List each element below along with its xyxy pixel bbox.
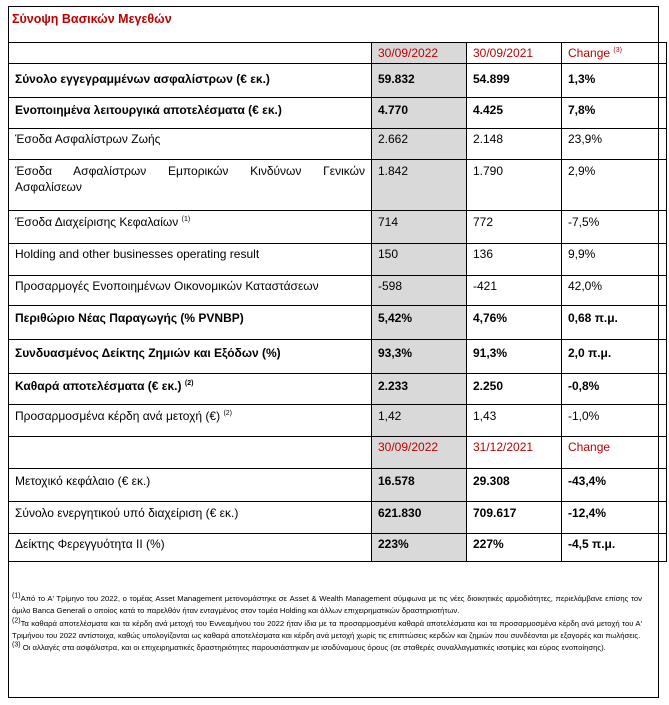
value-prior: 2.250 (467, 374, 562, 405)
header-date-prior: 30/09/2021 (467, 43, 562, 64)
row-label: Σύνολο ενεργητικού υπό διαχείριση (€ εκ.) (9, 502, 372, 534)
table-row (9, 64, 667, 98)
value-change: -7,5% (562, 211, 667, 244)
table-row (9, 98, 667, 129)
table-row (9, 129, 667, 160)
table-row (9, 211, 667, 244)
value-prior: 54.899 (467, 64, 562, 98)
table-row (9, 405, 667, 437)
value-current: 93,3% (372, 340, 467, 374)
header-date-current: 30/09/2022 (372, 437, 467, 469)
value-prior: 2.148 (467, 129, 562, 160)
row-label: Περιθώριο Νέας Παραγωγής (% PVNBP) (9, 306, 372, 340)
value-prior: 91,3% (467, 340, 562, 374)
value-current: 621.830 (372, 502, 467, 534)
row-label: Ενοποιημένα λειτουργικά αποτελέσματα (€ εκ.) (9, 98, 372, 129)
value-current: 150 (372, 244, 467, 276)
value-change: 2,9% (562, 160, 667, 211)
value-current: 223% (372, 534, 467, 562)
table-row (9, 340, 667, 374)
value-current: 2.233 (372, 374, 467, 405)
table-row (9, 469, 667, 502)
value-prior: 4,76% (467, 306, 562, 340)
header-change: Change $^{(3)}$ (562, 43, 667, 64)
value-current: 16.578 (372, 469, 467, 502)
table-row (9, 502, 667, 534)
value-current: 714 (372, 211, 467, 244)
row-label: Προσαρμοσμένα κέρδη ανά μετοχή (€) $^{(2)}$ (9, 405, 372, 437)
row-label: Έσοδα Ασφαλίστρων Ζωής (9, 129, 372, 160)
value-current: -598 (372, 276, 467, 306)
value-change: -1,0% (562, 405, 667, 437)
header-date-prior: 31/12/2021 (467, 437, 562, 469)
row-label: Συνδυασμένος Δείκτης Ζημιών και Εξόδων (%) (9, 340, 372, 374)
footnotes (12, 593, 642, 654)
value-current: 1,42 (372, 405, 467, 437)
value-prior: -421 (467, 276, 562, 306)
value-prior: 1,43 (467, 405, 562, 437)
table-row (9, 160, 667, 211)
value-change: -0,8% (562, 374, 667, 405)
row-label: Έσοδα Διαχείρισης Κεφαλαίων $^{(1)}$ (9, 211, 372, 244)
table-header-row (9, 437, 667, 469)
value-prior: 136 (467, 244, 562, 276)
row-label: Έσοδα Ασφαλίστρων Εμπορικών Κινδύνων Γενικών Ασφαλίσεων (9, 160, 372, 211)
value-prior: 772 (467, 211, 562, 244)
footnote: $^{(2)}$Τα καθαρά αποτελέσματα και τα κέρδη ανά μετοχή του Εννεαμήνου του 2022 ήταν ίδια με τα προσαρμοσμένα καθαρά αποτελέσματα και τα προσαρμοσμένα κέρδη ανά μετοχή του Α' Τριμήνου του 2022 αντίστοιχα, καθώς υπολογίζονται ως καθαρά αποτελέσματα και κέρδη ανά μετοχή χωρίς τις επιπτώσεις κερδών και ζημιών που συνδέονται με εξαγορές και πωλήσεις. (12, 617, 642, 640)
row-label: Holding and other businesses operating result (9, 244, 372, 276)
value-current: 1.842 (372, 160, 467, 211)
table-row (9, 534, 667, 562)
row-label: Προσαρμογές Ενοποιημένων Οικονομικών Καταστάσεων (9, 276, 372, 306)
table-row (9, 306, 667, 340)
value-current: 5,42% (372, 306, 467, 340)
value-change: 42,0% (562, 276, 667, 306)
table-header-row (9, 43, 667, 64)
row-label: Σύνολο εγγεγραμμένων ασφαλίστρων (€ εκ.) (9, 64, 372, 98)
value-change: 9,9% (562, 244, 667, 276)
value-current: 4.770 (372, 98, 467, 129)
value-change: -12,4% (562, 502, 667, 534)
row-label: Μετοχικό κεφάλαιο (€ εκ.) (9, 469, 372, 502)
value-current: 2.662 (372, 129, 467, 160)
table-row (9, 374, 667, 405)
value-prior: 1.790 (467, 160, 562, 211)
key-figures-table (8, 42, 667, 562)
footnote: $^{(3)}$ Οι αλλαγές στα ασφάλιστρα, και οι επιχειρηματικές δραστηριότητες παρουσιάστηκαν με ισοδύναμους όρους (σε σταθερές συναλλαγματικές ισοτιμίες και εύρος ενοποίησης). (12, 641, 606, 653)
value-prior: 709.617 (467, 502, 562, 534)
value-prior: 227% (467, 534, 562, 562)
value-change: -4,5 π.μ. (562, 534, 667, 562)
row-label: Καθαρά αποτελέσματα (€ εκ.) $^{(2)}$ (9, 374, 372, 405)
value-change: -43,4% (562, 469, 667, 502)
value-change: 0,68 π.μ. (562, 306, 667, 340)
header-date-current: 30/09/2022 (372, 43, 467, 64)
table-row (9, 276, 667, 306)
value-change: 2,0 π.μ. (562, 340, 667, 374)
value-change: 23,9% (562, 129, 667, 160)
value-prior: 4.425 (467, 98, 562, 129)
value-change: 1,3% (562, 64, 667, 98)
value-current: 59.832 (372, 64, 467, 98)
row-label: Δείκτης Φερεγγυότητα II (%) (9, 534, 372, 562)
header-change: Change (562, 437, 667, 469)
table-row (9, 244, 667, 276)
value-change: 7,8% (562, 98, 667, 129)
value-prior: 29.308 (467, 469, 562, 502)
footnote: $^{(1)}$Από το Α' Τρίμηνο του 2022, ο τομέας Asset Management μετονομάστηκε σε Asset & Wealth Management σύμφωνα με τις νέες διοικητικές αρμοδιότητες, περιελάμβανε επίσης τον όμιλο Banca Generali ο οποίος κατά το παρελθόν ήταν ενταγμένος στον τομέα Holding και άλλων επιχειρηματικών δραστηριοτήτων. (12, 592, 642, 616)
page-title: Σύνοψη Βασικών Μεγεθών (12, 12, 172, 26)
